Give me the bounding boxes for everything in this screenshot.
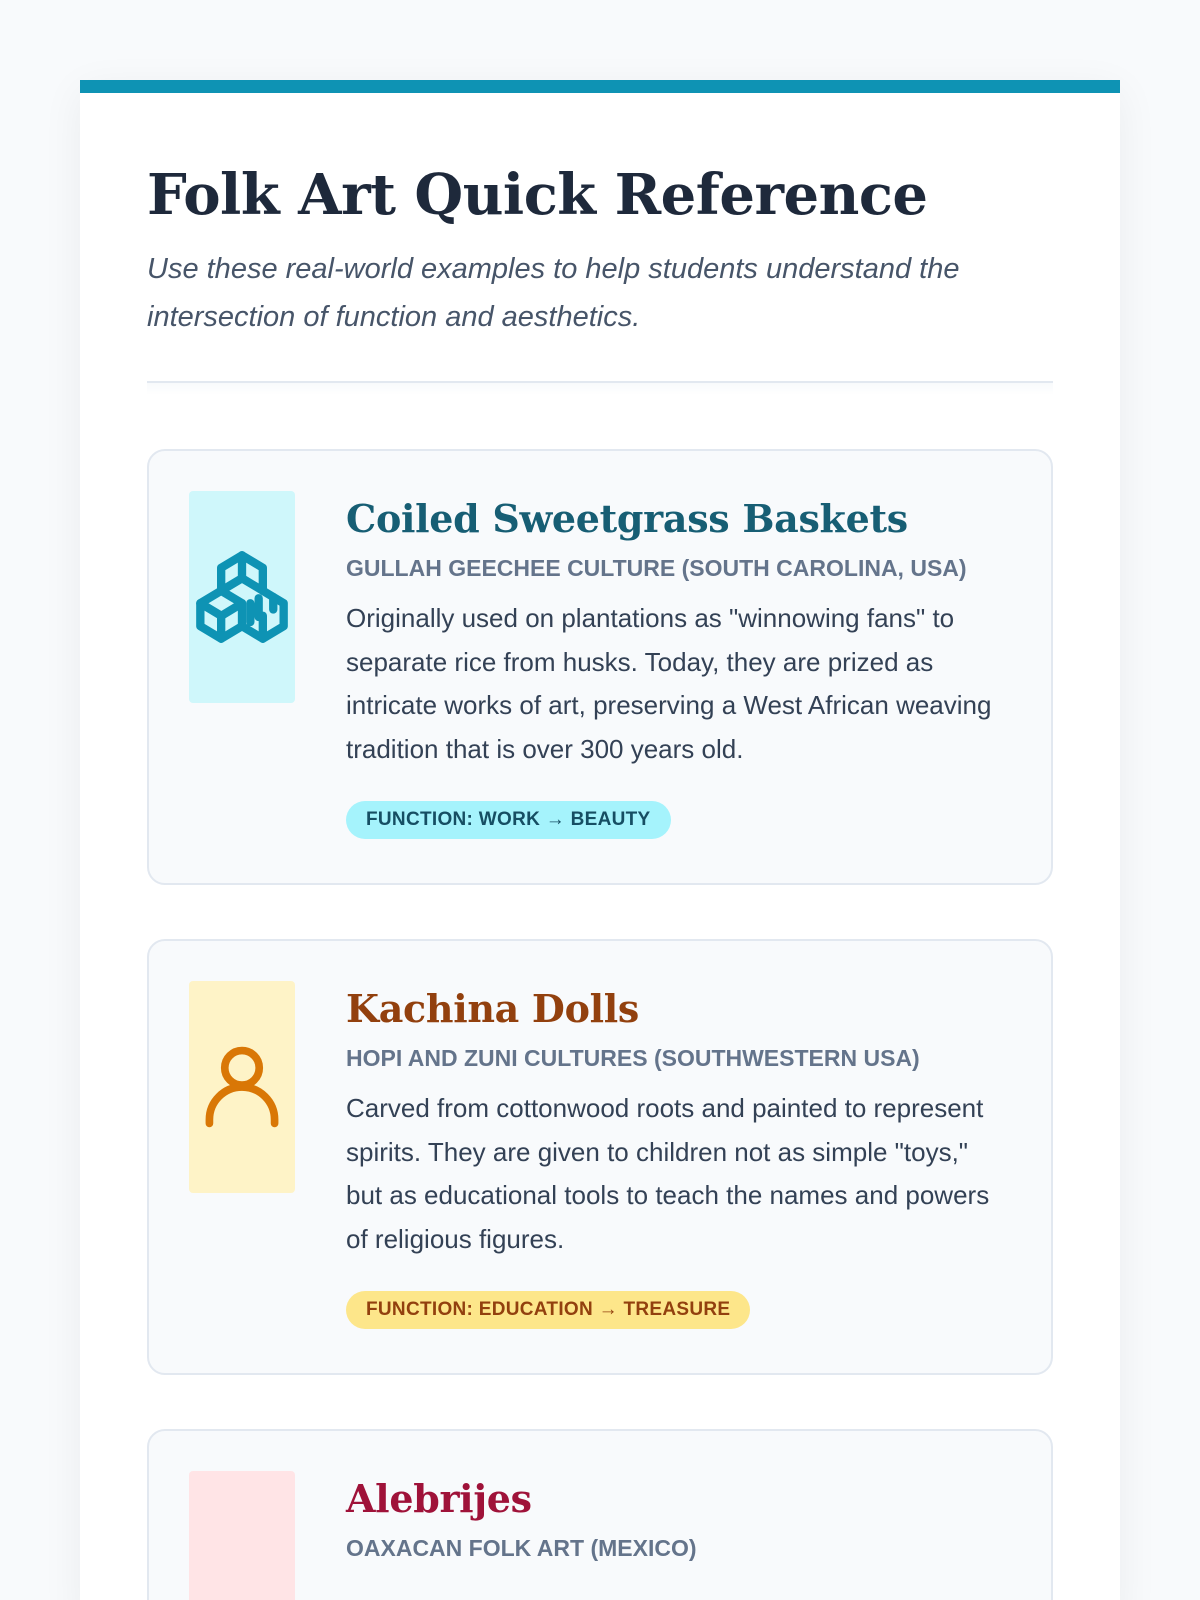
card-title: Kachina Dolls [346, 986, 639, 1031]
card-kachina-dolls [147, 939, 1053, 1375]
page-subtitle: Use these real-world examples to help students understand the intersection of function and aesthetics. [147, 253, 960, 333]
basket-icon [192, 547, 292, 647]
card-title: Coiled Sweetgrass Baskets [346, 496, 908, 541]
card-description: Originally used on plantations as "winnowing fans" to separate rice from husks. Today, they are prized as intricate works of art, preserving a West African weaving tradition that is over 300 years old. [346, 603, 992, 764]
card-origin: GULLAH GEECHEE CULTURE (SOUTH CAROLINA, USA) [346, 555, 967, 581]
card-icon-box [189, 491, 295, 703]
header-divider-shadow [147, 383, 1053, 395]
card-icon-box [189, 1471, 295, 1600]
function-tag: FUNCTION: EDUCATION → TREASURE [346, 1291, 750, 1329]
person-icon [196, 1041, 288, 1133]
card-body [346, 981, 1011, 1329]
function-tag: FUNCTION: WORK → BEAUTY [346, 801, 671, 839]
card-sweetgrass-baskets [147, 449, 1053, 885]
card-icon-box [189, 981, 295, 1193]
card-origin: OAXACAN FOLK ART (MEXICO) [346, 1535, 697, 1561]
reference-sheet [80, 80, 1120, 1600]
card-title: Alebrijes [346, 1476, 532, 1521]
card-description: Carved from cottonwood roots and painted to represent spirits. They are given to children not as simple "toys," but as educational tools to teach the names and powers of religious figures. [346, 1093, 990, 1254]
card-body [346, 491, 1011, 839]
card-alebrijes [147, 1429, 1053, 1600]
card-body [346, 1471, 1011, 1565]
card-origin: HOPI AND ZUNI CULTURES (SOUTHWESTERN USA) [346, 1045, 920, 1071]
page-title: Folk Art Quick Reference [147, 162, 928, 228]
